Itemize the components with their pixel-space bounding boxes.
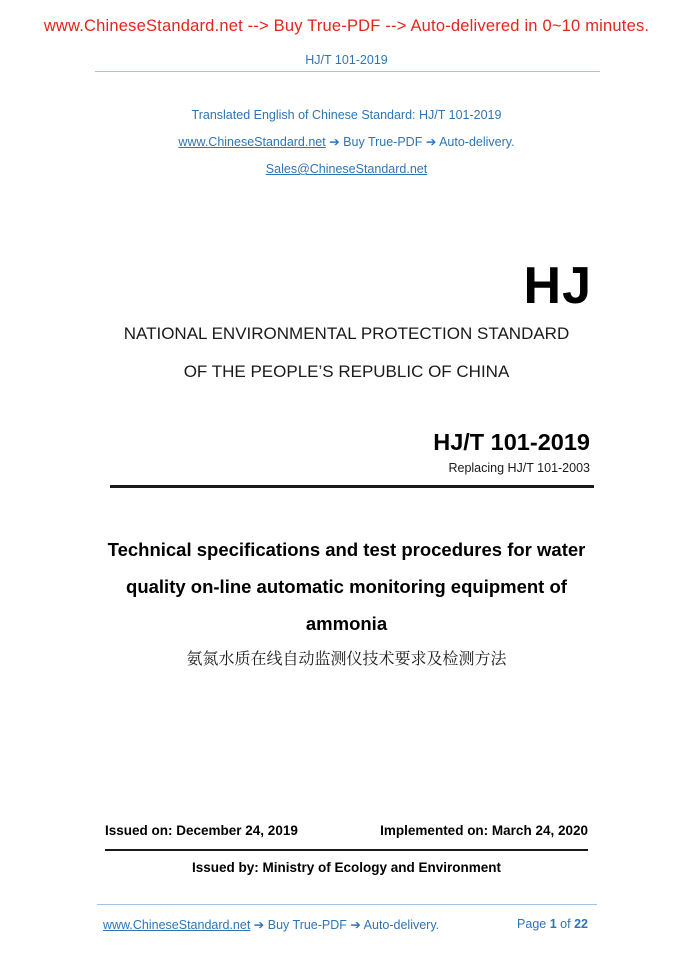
footer-website-link[interactable]: www.ChineseStandard.net <box>103 918 251 932</box>
issued-on-date: Issued on: December 24, 2019 <box>105 823 298 838</box>
standard-org-block <box>0 315 693 391</box>
translation-info-block <box>0 102 693 183</box>
document-title <box>0 531 693 642</box>
footer-buy-rest: ➔ Buy True-PDF ➔ Auto-delivery. <box>250 918 440 932</box>
org-line-2: OF THE PEOPLE’S REPUBLIC OF CHINA <box>183 362 510 381</box>
footer-left <box>103 917 439 932</box>
sales-email-link[interactable]: Sales@ChineseStandard.net <box>265 162 428 176</box>
page-of-label: of <box>560 917 571 931</box>
header-doc-code: HJ/T 101-2019 <box>305 53 388 67</box>
promo-banner: www.ChineseStandard.net --> Buy True-PDF --> Auto-delivered in 0~10 minutes. <box>43 17 650 35</box>
title-line-2: quality on-line automatic monitoring equipment of <box>126 576 567 597</box>
page-label: Page <box>517 917 547 931</box>
replacing-note: Replacing HJ/T 101-2003 <box>448 461 590 475</box>
footer-divider <box>97 904 597 905</box>
page-footer <box>103 917 588 932</box>
page-current: 1 <box>549 917 557 931</box>
page-indicator <box>517 917 588 932</box>
translated-note: Translated English of Chinese Standard: HJ/T 101-2019 <box>191 108 502 122</box>
website-link[interactable]: www.ChineseStandard.net <box>178 135 326 149</box>
hj-logo: HJ <box>523 257 592 315</box>
org-line-1: NATIONAL ENVIRONMENTAL PROTECTION STANDARD <box>123 324 570 343</box>
email-line <box>0 156 693 183</box>
dates-divider <box>105 849 588 851</box>
buy-line <box>0 129 693 156</box>
title-line-3: ammonia <box>305 613 388 634</box>
document-title-chinese: 氨氮水质在线自动监测仪技术要求及检测方法 <box>186 651 507 668</box>
implemented-on-date: Implemented on: March 24, 2020 <box>380 823 588 838</box>
buy-line-rest: ➔ Buy True-PDF ➔ Auto-delivery. <box>325 135 515 149</box>
page-total: 22 <box>574 917 588 931</box>
title-line-1: Technical specifications and test procedures for water <box>107 539 586 560</box>
header-divider <box>95 71 600 72</box>
dates-row <box>105 823 588 838</box>
title-divider <box>110 485 594 488</box>
standard-code: HJ/T 101-2019 <box>433 429 590 455</box>
issued-by: Issued by: Ministry of Ecology and Environment <box>191 860 502 875</box>
